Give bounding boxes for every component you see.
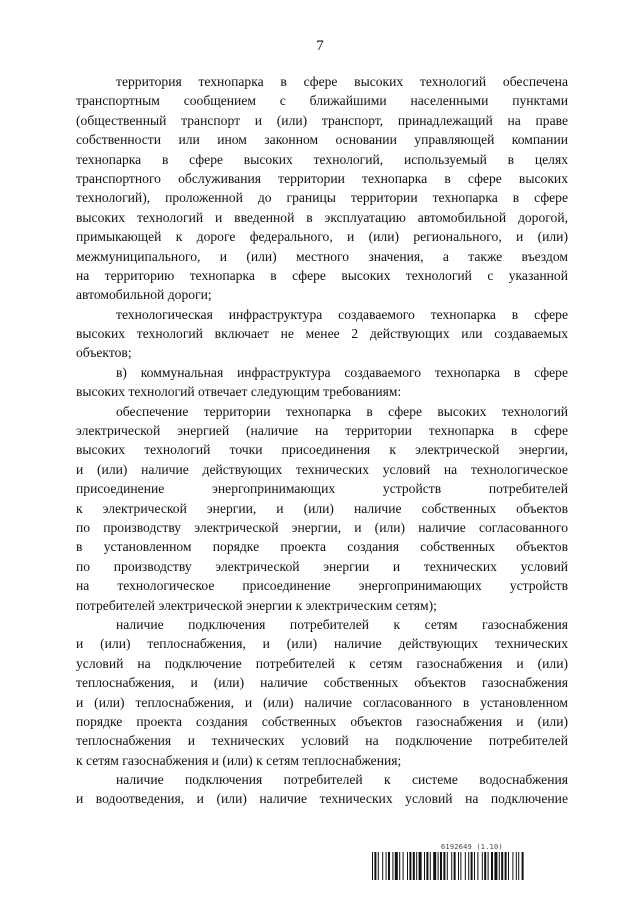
text-line: и водоотведения, и (или) наличие технических условий на подключение <box>76 791 568 807</box>
text-line: транспортным сообщением с ближайшими населенными пунктами <box>76 93 568 109</box>
page-number: 7 <box>316 38 324 54</box>
text-line: на технологическое присоединение энергопринимающих устройств <box>76 578 568 594</box>
text-line: высоких технологий и введенной в эксплуатацию автомобильной дорогой, <box>76 209 568 225</box>
text-line: по производству электрической энергии, и (или) наличие согласованного <box>76 519 568 535</box>
text-line: порядке проекта создания собственных объектов газоснабжения и (или) <box>76 713 568 729</box>
text-line: примыкающей к дороге федерального, и (или) регионального, и (или) <box>76 229 568 245</box>
text-line: высоких технологий точки присоединения к электрической энергии, <box>76 442 568 458</box>
text-line: технопарка в сфере высоких технологий, используемый в целях <box>76 151 568 167</box>
text-line: на территорию технопарка в сфере высоких технологий с указанной <box>76 267 568 283</box>
barcode-image <box>372 852 596 880</box>
text-line: высоких технологий включает не менее 2 действующих или создаваемых <box>76 326 568 342</box>
text-line: транспортного обслуживания территории технопарка в сфере высоких <box>76 170 568 186</box>
text-line: высоких технологий отвечает следующим требованиям: <box>76 384 402 400</box>
text-line: теплоснабжения и технических условий на подключение потребителей <box>76 733 568 749</box>
text-line: к электрической энергии, и (или) наличие собственных объектов <box>76 500 568 516</box>
text-line: присоединение энергопринимающих устройств потребителей <box>76 481 568 497</box>
text-line: обеспечение территории технопарка в сфере высоких технологий <box>116 403 568 419</box>
text-line: в установленном порядке проекта создания собственных объектов <box>76 539 568 555</box>
text-line: и (или) теплоснабжения, и (или) наличие действующих технических <box>76 636 568 652</box>
document-body <box>76 72 568 809</box>
text-line: к сетям газоснабжения и (или) к сетям теплоснабжения; <box>76 752 402 768</box>
text-line: и (или) наличие действующих технических условий на технологическое <box>76 461 568 477</box>
text-line: автомобильной дороги; <box>76 287 212 303</box>
text-line: (общественный транспорт и (или) транспорт, принадлежащий на праве <box>76 112 568 128</box>
text-line: территория технопарка в сфере высоких технологий обеспечена <box>116 74 568 89</box>
text-line: объектов; <box>76 345 132 361</box>
text-line: наличие подключения потребителей к сетям газоснабжения <box>116 616 568 632</box>
text-line: в) коммунальная инфраструктура создаваемого технопарка в сфере <box>116 364 568 380</box>
text-line: по производству электрической энергии и технических условий <box>76 558 568 574</box>
text-line: условий на подключение потребителей к сетям газоснабжения и (или) <box>76 655 568 671</box>
text-line: теплоснабжения, и (или) наличие собственных объектов газоснабжения <box>76 675 568 691</box>
document-code: 6192649 (1.10) <box>441 843 503 851</box>
text-line: межмуниципального, и (или) местного значения, а также въездом <box>76 248 568 264</box>
text-line: собственности или ином законном основании управляющей компании <box>76 132 568 148</box>
text-line: электрической энергией (наличие на территории технопарка в сфере <box>76 423 568 439</box>
text-line: технологий), проложенной до границы территории технопарка в сфере <box>76 190 568 206</box>
text-line: наличие подключения потребителей к системе водоснабжения <box>116 772 568 788</box>
text-line: технологическая инфраструктура создаваемого технопарка в сфере <box>116 306 568 322</box>
text-line: потребителей электрической энергии к электрическим сетям); <box>76 597 437 613</box>
text-line: и (или) теплоснабжения, и (или) наличие согласованного в установленном <box>76 694 568 710</box>
